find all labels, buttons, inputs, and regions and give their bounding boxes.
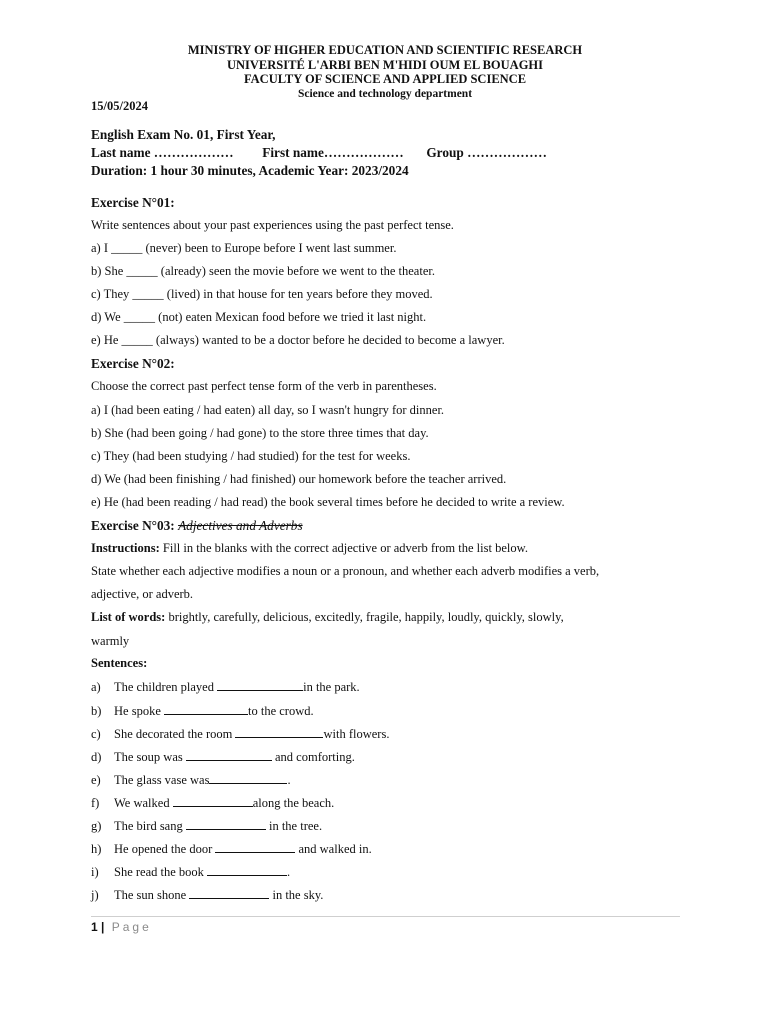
page-word: Page bbox=[111, 920, 152, 934]
exam-duration: Duration: 1 hour 30 minutes, Academic Year: 2023/2024 bbox=[91, 163, 409, 178]
instructions-text: Fill in the blanks with the correct adjective or adverb from the list below. bbox=[162, 541, 528, 555]
institution-header bbox=[0, 43, 770, 101]
sentence-text: . bbox=[287, 773, 291, 787]
sentence-h bbox=[91, 841, 372, 857]
faculty-line: FACULTY OF SCIENCE AND APPLIED SCIENCE bbox=[243, 72, 527, 86]
sentence-b bbox=[91, 703, 314, 719]
sentence-text: He spoke bbox=[114, 704, 164, 718]
sentence-label: i) bbox=[91, 865, 99, 879]
exercise2-item-d: d) We (had been finishing / had finished) our homework before the teacher arrived. bbox=[91, 472, 507, 486]
answer-blank[interactable] bbox=[217, 679, 303, 691]
sentence-label: b) bbox=[91, 704, 102, 718]
sentence-text: . bbox=[287, 865, 291, 879]
name-fields-row bbox=[91, 145, 547, 161]
sentence-text: in the tree. bbox=[265, 819, 323, 833]
exercise1-instruction: Write sentences about your past experiences using the past perfect tense. bbox=[91, 218, 454, 232]
answer-blank[interactable] bbox=[164, 703, 248, 715]
answer-blank[interactable] bbox=[186, 749, 272, 761]
sentence-text: to the crowd. bbox=[248, 704, 314, 718]
sentence-label: h) bbox=[91, 842, 102, 856]
exam-title: English Exam No. 01, First Year, bbox=[91, 127, 276, 142]
exercise1-item-d: d) We _____ (not) eaten Mexican food before we tried it last night. bbox=[91, 310, 427, 324]
exercise3-state-line2: adjective, or adverb. bbox=[91, 587, 194, 601]
exercise2-title: Exercise N°02: bbox=[91, 356, 175, 371]
sentence-text: The bird sang bbox=[114, 819, 186, 833]
exercise1-item-a: a) I _____ (never) been to Europe before I went last summer. bbox=[91, 241, 397, 255]
page-number: 1 bbox=[91, 920, 98, 934]
exercise1-item-c: c) They _____ (lived) in that house for ten years before they moved. bbox=[91, 287, 433, 301]
sentence-label: a) bbox=[91, 680, 101, 694]
exercise1-item-b: b) She _____ (already) seen the movie before we went to the theater. bbox=[91, 264, 435, 278]
sentence-label: d) bbox=[91, 750, 102, 764]
exercise3-state-line1: State whether each adjective modifies a noun or a pronoun, and whether each adverb modifies a verb, bbox=[91, 564, 600, 578]
answer-blank[interactable] bbox=[207, 864, 287, 876]
exercise2-item-e: e) He (had been reading / had read) the book several times before he decided to write a review. bbox=[91, 495, 565, 509]
ministry-line: MINISTRY OF HIGHER EDUCATION AND SCIENTIFIC RESEARCH bbox=[187, 43, 583, 57]
sentence-text: along the beach. bbox=[252, 796, 335, 810]
sentence-d bbox=[91, 749, 355, 765]
instructions-label: Instructions: bbox=[91, 541, 160, 555]
sentence-text: She decorated the room bbox=[114, 727, 236, 741]
exercise2-item-c: c) They (had been studying / had studied) for the test for weeks. bbox=[91, 449, 411, 463]
word-list-line1: brightly, carefully, delicious, excitedly, fragile, happily, loudly, quickly, slowly, bbox=[168, 610, 564, 624]
footer-divider bbox=[91, 916, 680, 917]
sentence-text: and walked in. bbox=[295, 842, 372, 856]
answer-blank[interactable] bbox=[209, 772, 287, 784]
last-name-field: Last name ……………… bbox=[91, 145, 234, 160]
word-list-row bbox=[91, 610, 564, 625]
exercise3-struck-subtitle: Adjectives and Adverbs bbox=[178, 518, 303, 533]
sentence-text: She read the book bbox=[114, 865, 208, 879]
answer-blank[interactable] bbox=[186, 818, 266, 830]
sentence-text: and comforting. bbox=[271, 750, 355, 764]
word-list-label: List of words: bbox=[91, 610, 166, 624]
sentence-text: The glass vase was bbox=[114, 773, 210, 787]
page-footer bbox=[91, 920, 152, 934]
exercise3-title: Exercise N°03: bbox=[91, 518, 175, 533]
sentence-text: The soup was bbox=[114, 750, 186, 764]
sentence-text: The sun shone bbox=[114, 888, 190, 902]
sentence-text: in the park. bbox=[303, 680, 360, 694]
sentence-label: j) bbox=[91, 888, 99, 902]
answer-blank[interactable] bbox=[235, 726, 323, 738]
answer-blank[interactable] bbox=[189, 887, 269, 899]
sentence-i bbox=[91, 864, 290, 880]
department-line: Science and technology department bbox=[297, 87, 473, 100]
sentence-c bbox=[91, 726, 389, 742]
sentence-text: We walked bbox=[114, 796, 173, 810]
sentence-text: He opened the door bbox=[114, 842, 216, 856]
exercise1-item-e: e) He _____ (always) wanted to be a doctor before he decided to become a lawyer. bbox=[91, 333, 505, 347]
answer-blank[interactable] bbox=[215, 841, 295, 853]
exercise3-instructions bbox=[91, 541, 528, 556]
university-line: UNIVERSITÉ L'ARBI BEN M'HIDI OUM EL BOUAGHI bbox=[226, 57, 544, 72]
sentence-e bbox=[91, 772, 291, 788]
sentences-label: Sentences: bbox=[91, 656, 148, 670]
exercise2-instruction: Choose the correct past perfect tense form of the verb in parentheses. bbox=[91, 379, 437, 393]
exercise2-item-b: b) She (had been going / had gone) to the store three times that day. bbox=[91, 426, 429, 440]
sentence-label: f) bbox=[91, 796, 100, 810]
sentence-g bbox=[91, 818, 322, 834]
sentence-label: c) bbox=[91, 727, 101, 741]
exam-date: 15/05/2024 bbox=[91, 99, 148, 113]
exercise2-item-a: a) I (had been eating / had eaten) all day, so I wasn't hungry for dinner. bbox=[91, 403, 445, 417]
word-list-line2: warmly bbox=[91, 634, 130, 648]
exercise3-title-row bbox=[91, 518, 303, 534]
sentence-label: e) bbox=[91, 773, 101, 787]
group-field: Group ……………… bbox=[426, 145, 547, 160]
exercise1-title: Exercise N°01: bbox=[91, 195, 175, 210]
sentence-text: in the sky. bbox=[269, 888, 324, 902]
sentence-f bbox=[91, 795, 334, 811]
sentence-label: g) bbox=[91, 819, 102, 833]
sentence-text: with flowers. bbox=[323, 727, 390, 741]
sentence-a bbox=[91, 679, 360, 695]
page-separator: | bbox=[101, 920, 105, 934]
sentence-j bbox=[91, 887, 323, 903]
sentence-text: The children played bbox=[114, 680, 218, 694]
first-name-field: First name……………… bbox=[262, 145, 404, 160]
answer-blank[interactable] bbox=[173, 795, 253, 807]
